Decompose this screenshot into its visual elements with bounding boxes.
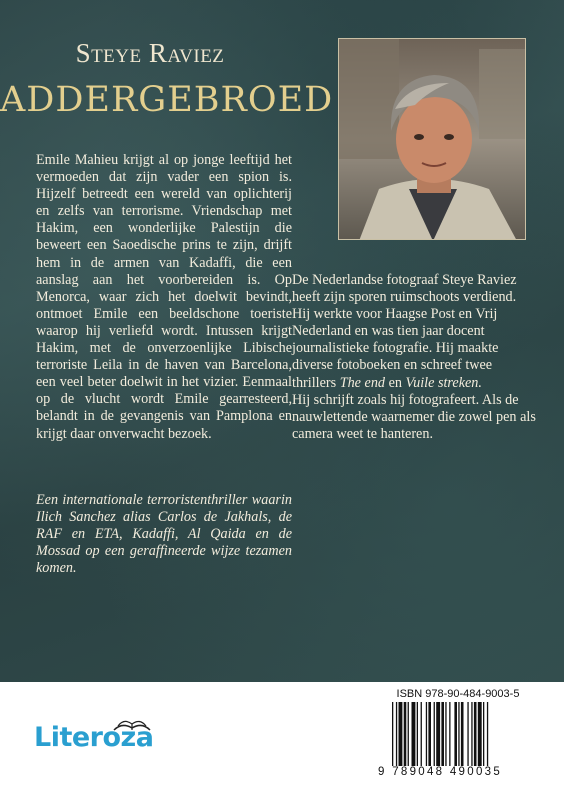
barcode-bar	[449, 702, 450, 766]
author-name: Steye Raviez	[75, 38, 225, 68]
bio-book-2: Vuile streken.	[405, 374, 482, 391]
barcode-digits: 9 789048 490035	[378, 766, 503, 778]
barcode-bar	[483, 702, 484, 766]
barcode-bar	[445, 702, 446, 766]
barcode-bar	[408, 702, 409, 766]
author-portrait-image	[339, 39, 526, 240]
barcode-bar	[417, 702, 418, 766]
barcode-bar	[396, 702, 397, 766]
book-title: ADDERGEBROED	[0, 80, 334, 120]
barcode-bar	[421, 702, 422, 766]
bio-book-1: The end	[339, 374, 386, 391]
publisher-name: Literoza	[34, 722, 154, 753]
barcode-bar	[412, 702, 416, 766]
barcode-bar	[461, 702, 464, 766]
barcode-bar	[441, 702, 444, 766]
bio-text-2: Hij schrijft zoals hij fotografeert. Als de nauwlettende waarnemer die zowel pen als camera weet te hanteren.	[292, 391, 536, 442]
barcode-bar	[478, 702, 482, 766]
barcode-bar	[399, 702, 403, 766]
barcode-bar	[404, 702, 407, 766]
barcode-bar	[487, 702, 488, 766]
synopsis-text: Emile Mahieu krijgt al op jonge leeftijd het vermoeden dat zijn vader een spion is. Hijzelf betreedt een wereld van oplichterij en zelfs van terrorisme. Vriendschap met Hakim, een wonderlijke Palestijn die beweert een Saoedische prins te zijn, drijft hem in de armen van Kadaffi, die een aanslag aan het voorbereiden is. Op Menorca, waar zich het doelwit bevindt, ontmoet Emile een beeldschone toeriste waarop hij verliefd wordt. Intussen krijgt Hakim, met de onverzoenlijke Libische terroriste Leila in de haven van Barcelona, een veel beter doelwit in het vizier. Eenmaal op de vlucht wordt Emile gearresteerd, belandt in de gevangenis van Pamplona en krijgt daar onverwacht bezoek.	[36, 152, 292, 442]
barcode-bar	[471, 702, 472, 766]
tagline-text: Een internationale terroristenthriller waarin Ilich Sanchez alias Carlos de Jakhals, de RAF en ETA, Kadaffi, Al Qaida en de Mossad op een geraffineerde wijze tezamen komen.	[36, 492, 292, 577]
barcode-bar	[474, 702, 477, 766]
author-photo	[338, 38, 526, 240]
bio-text-1: De Nederlandse fotograaf Steye Raviez heeft zijn sporen ruimschoots verdiend. Hij werkte voor Haagse Post en Vrij Nederland en was tien jaar docent journalistieke fotografie. Hij maakte diverse fotoboeken en schreef twee thrillers	[292, 272, 517, 391]
barcode-bars	[392, 702, 532, 766]
publisher-logo	[34, 716, 184, 766]
barcode-bar	[392, 702, 393, 766]
isbn-label: ISBN 978-90-484-9003-5	[396, 688, 520, 700]
author-bio	[292, 272, 536, 443]
barcode-bar	[426, 702, 427, 766]
barcode-bar	[454, 702, 457, 766]
barcode-bar	[436, 702, 440, 766]
barcode-bar	[434, 702, 435, 766]
barcode	[378, 688, 538, 782]
barcode-bar	[458, 702, 459, 766]
barcode-bar	[428, 702, 431, 766]
bio-and: en	[385, 374, 406, 391]
barcode-bar	[467, 702, 468, 766]
